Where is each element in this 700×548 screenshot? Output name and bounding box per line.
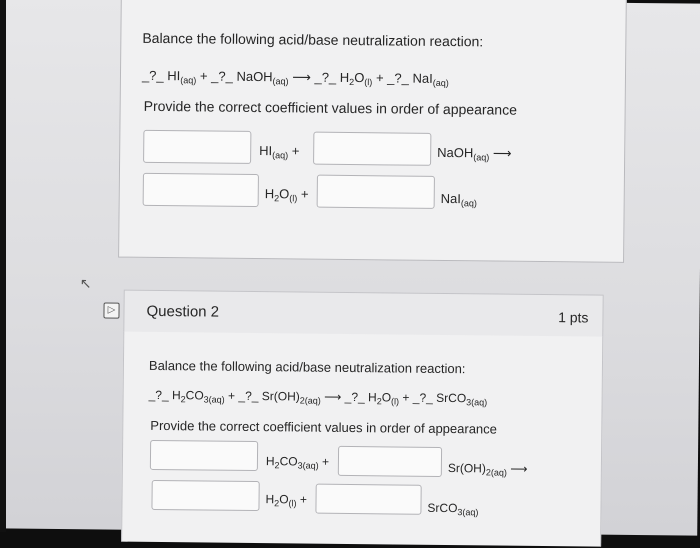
flag-question-icon[interactable]: ▷ (103, 302, 119, 318)
photo-edge (0, 0, 6, 532)
q2-coefficient-input-3[interactable] (151, 480, 259, 511)
q1-coefficient-input-1[interactable] (143, 130, 251, 164)
q2-coefficient-input-2[interactable] (338, 446, 442, 477)
q1-coefficient-input-3[interactable] (143, 173, 259, 207)
q1-equation: _?_ $HI_{(aq)}$ + _?_ NaOH$_{(aq)}$ ⟶ _?_ $H_2O_{(l)}$ + _?_ NaI$_{(aq)}$ (141, 67, 449, 89)
q2-row2-label-1: $H_2O_{(l)}$ + (265, 492, 308, 509)
q1-coefficient-input-2[interactable] (313, 132, 431, 166)
q1-row2-label-1: $H_2O_{(l)}$ + (264, 186, 309, 204)
q2-row2-label-2: SrCO$_{3(aq)}$ (427, 500, 479, 518)
q2-row1-label-2: $Sr(OH)_{2(aq)}$ ⟶ (447, 461, 528, 478)
mouse-cursor-icon: ↖ (79, 275, 92, 292)
q2-coefficient-input-1[interactable] (150, 440, 258, 471)
question-2-points: 1 pts (558, 309, 589, 326)
q1-instruction: Balance the following acid/base neutralization reaction: (142, 29, 484, 50)
q1-row1-label-1: $HI_{(aq)}$ + (259, 143, 300, 161)
q2-prompt: Provide the correct coefficient values in order of appearance (150, 417, 498, 437)
q1-coefficient-input-4[interactable] (317, 175, 435, 209)
question-2-header (123, 290, 603, 339)
q2-instruction: Balance the following acid/base neutralization reaction: (148, 357, 466, 377)
question-2-title: Question 2 (146, 302, 220, 321)
q2-equation: _?_ $H_2CO_{3(aq)}$ + _?_ $Sr(OH)_{2(aq)}$ ⟶ _?_ $H_2O_{(l)}$ + _?_ SrCO$_{3(aq)}$ (148, 387, 488, 408)
q2-row1-label-1: $H_2CO_{3(aq)}$ + (265, 454, 330, 471)
q1-row1-label-2: NaOH$_{(aq)}$ ⟶ (437, 144, 512, 163)
q1-prompt: Provide the correct coefficient values in order of appearance (143, 97, 518, 118)
q1-row2-label-2: NaI$_{(aq)}$ (440, 190, 477, 209)
q2-coefficient-input-4[interactable] (315, 484, 421, 515)
